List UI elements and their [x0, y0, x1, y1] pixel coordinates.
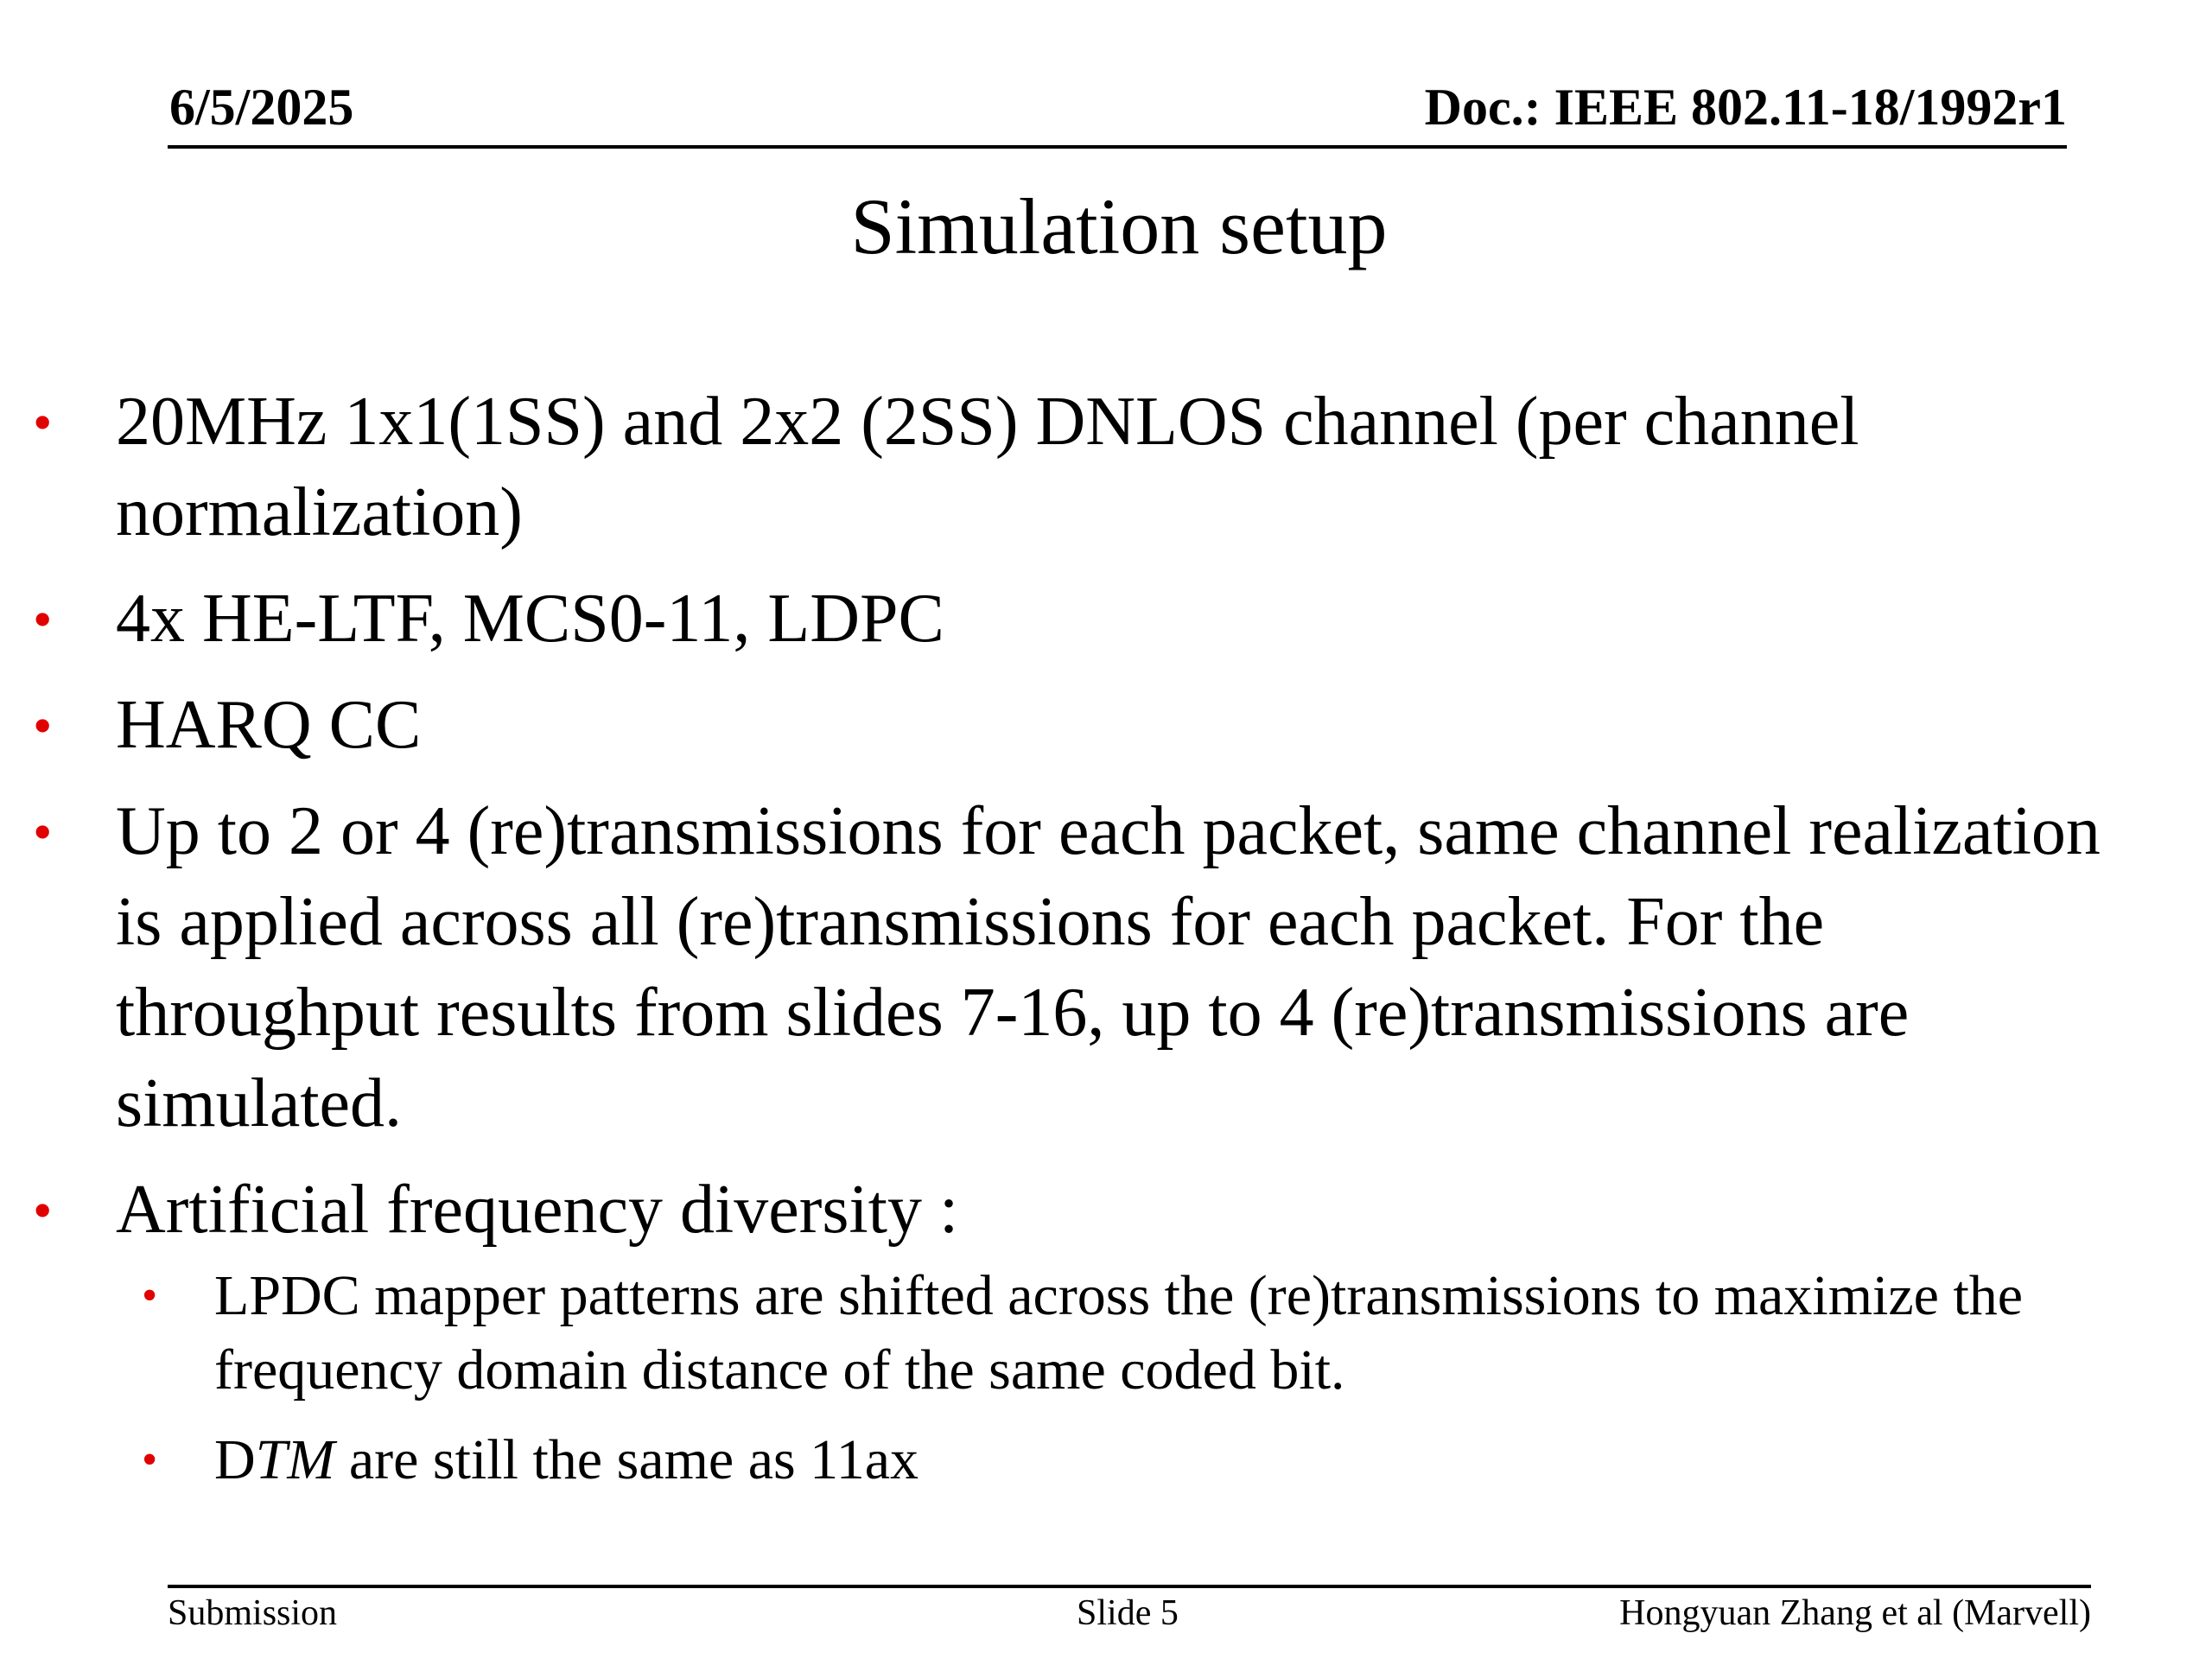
bullet-item [33, 1165, 2141, 1497]
sub-bullet-text: LPDC mapper patterns are shifted across the (re)transmissions to maximize the frequency domain distance of the same coded bit. [214, 1264, 2024, 1402]
bullet-item [33, 574, 2141, 664]
bullet-dot-icon: • [33, 588, 53, 650]
bullet-item [33, 377, 2141, 558]
bullet-dot-icon: • [33, 695, 53, 756]
sub-bullet-item [33, 1423, 2141, 1497]
slide-title: Simulation setup [850, 182, 1388, 270]
sub-bullet-italic: TM [255, 1428, 335, 1491]
bullet-item [33, 786, 2141, 1149]
footer-author: Hongyuan Zhang et al (Marvell) [1619, 1593, 2091, 1633]
bullet-item [33, 680, 2141, 771]
bullet-dot-icon: • [33, 801, 53, 862]
bullet-text: Up to 2 or 4 (re)transmissions for each packet, same channel realization is applied across all (re)transmissions for each packet. For the throughput results from slides 7-16, up to 4 (re)transmissions are simulated. [116, 793, 2101, 1141]
header-rule [168, 145, 2067, 149]
bullet-text: 20MHz 1x1(1SS) and 2x2 (2SS) DNLOS channel (per channel normalization) [116, 384, 1859, 550]
sub-bullet-rest: are still the same as 11ax [334, 1428, 919, 1491]
footer-submission: Submission [168, 1593, 338, 1633]
sub-bullet-prefix: D [214, 1428, 256, 1491]
sub-bullet-dot-icon: • [142, 1435, 158, 1484]
sub-bullet-item [33, 1259, 2141, 1408]
sub-bullet-dot-icon: • [142, 1271, 158, 1320]
bullet-text: HARQ CC [116, 687, 422, 763]
bullet-dot-icon: • [33, 391, 53, 453]
bullet-text: 4x HE-LTF, MCS0-11, LDPC [116, 581, 944, 657]
footer-rule [168, 1585, 2091, 1588]
bullet-text: Artificial frequency diversity : [116, 1172, 959, 1248]
bullet-list [33, 377, 2141, 1513]
footer-slide-number: Slide 5 [1077, 1593, 1179, 1633]
header-date: 6/5/2025 [169, 79, 354, 136]
bullet-dot-icon: • [33, 1179, 53, 1241]
header-doc-id: Doc.: IEEE 802.11-18/1992r1 [1424, 79, 2067, 136]
sub-bullet-list [116, 1259, 2141, 1497]
